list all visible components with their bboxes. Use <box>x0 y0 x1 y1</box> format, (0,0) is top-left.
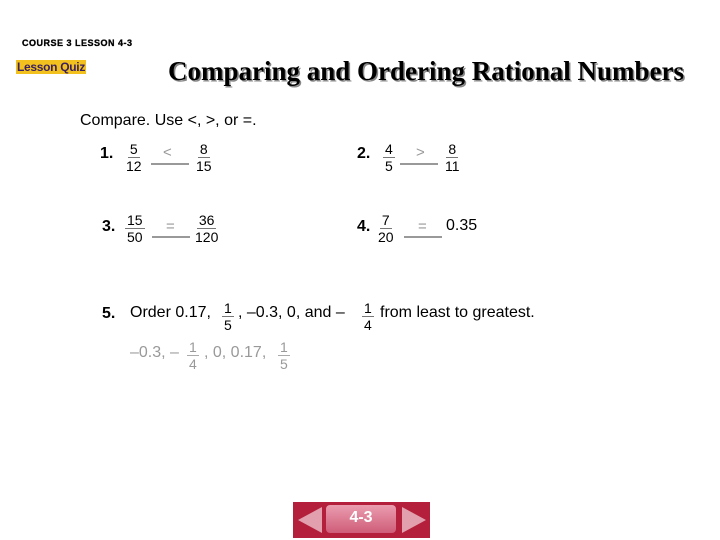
problem-1-blank <box>151 163 189 165</box>
denominator: 5 <box>385 158 393 174</box>
numerator: 1 <box>224 300 232 316</box>
denominator: 11 <box>445 158 460 174</box>
problem-1-right-fraction <box>194 141 214 174</box>
problem-5-fraction-2 <box>362 300 374 333</box>
course-lesson-label: COURSE 3 LESSON 4-3 <box>22 38 133 48</box>
problem-5-answer-fraction-1 <box>187 339 199 372</box>
problem-4-answer: = <box>418 218 427 235</box>
problem-4-left-fraction <box>376 212 396 245</box>
page-title: Comparing and Ordering Rational Numbers <box>168 56 685 86</box>
denominator: 20 <box>378 229 394 245</box>
instructions: Compare. Use <, >, or =. <box>80 112 257 129</box>
denominator: 5 <box>224 317 232 333</box>
problem-5-number: 5. <box>102 305 116 322</box>
problem-1-answer: < <box>163 144 172 161</box>
problem-3-answer: = <box>166 218 175 235</box>
denominator: 5 <box>280 356 288 372</box>
numerator: 1 <box>364 300 372 316</box>
numerator: 8 <box>199 141 208 157</box>
problem-5-fraction-1 <box>222 300 234 333</box>
numerator: 1 <box>189 339 197 355</box>
problem-3-number: 3. <box>102 218 116 235</box>
denominator: 120 <box>195 229 219 245</box>
arrow-left-icon[interactable] <box>298 507 322 533</box>
problem-2-left-fraction <box>383 141 395 174</box>
problem-4-right-value: 0.35 <box>446 217 478 234</box>
numerator: 36 <box>198 212 215 228</box>
problem-1-left-fraction <box>124 141 144 174</box>
problem-2-blank <box>400 163 438 165</box>
denominator: 50 <box>127 229 143 245</box>
numerator: 4 <box>385 141 393 157</box>
numerator: 5 <box>129 141 138 157</box>
problem-3-left-fraction <box>125 212 145 245</box>
lesson-navigation <box>293 502 430 538</box>
numerator: 15 <box>127 212 143 228</box>
numerator: 8 <box>448 141 457 157</box>
problem-2-number: 2. <box>357 145 371 162</box>
arrow-right-icon[interactable] <box>402 507 426 533</box>
problem-5-answer-b: , 0, 0.17, <box>204 344 267 361</box>
problem-1-number: 1. <box>100 145 114 162</box>
problem-5-text-a: Order 0.17, <box>130 304 211 321</box>
problem-5-text-c: from least to greatest. <box>380 304 535 321</box>
problem-4-number: 4. <box>357 218 371 235</box>
denominator: 4 <box>189 356 197 372</box>
denominator: 15 <box>196 158 212 174</box>
numerator: 7 <box>381 212 390 228</box>
denominator: 4 <box>364 317 372 333</box>
lesson-quiz-badge: Lesson Quiz <box>17 60 86 74</box>
numerator: 1 <box>280 339 288 355</box>
problem-3-blank <box>152 236 190 238</box>
problem-5-answer-fraction-2 <box>278 339 290 372</box>
problem-2-answer: > <box>416 144 425 161</box>
lesson-home-button[interactable]: 4-3 <box>326 505 396 533</box>
problem-4-blank <box>404 236 442 238</box>
problem-3-right-fraction <box>193 212 220 245</box>
problem-5-text-b: , –0.3, 0, and – <box>238 304 345 321</box>
problem-5-answer-a: –0.3, – <box>130 344 179 361</box>
problem-2-right-fraction <box>443 141 462 174</box>
denominator: 12 <box>126 158 142 174</box>
